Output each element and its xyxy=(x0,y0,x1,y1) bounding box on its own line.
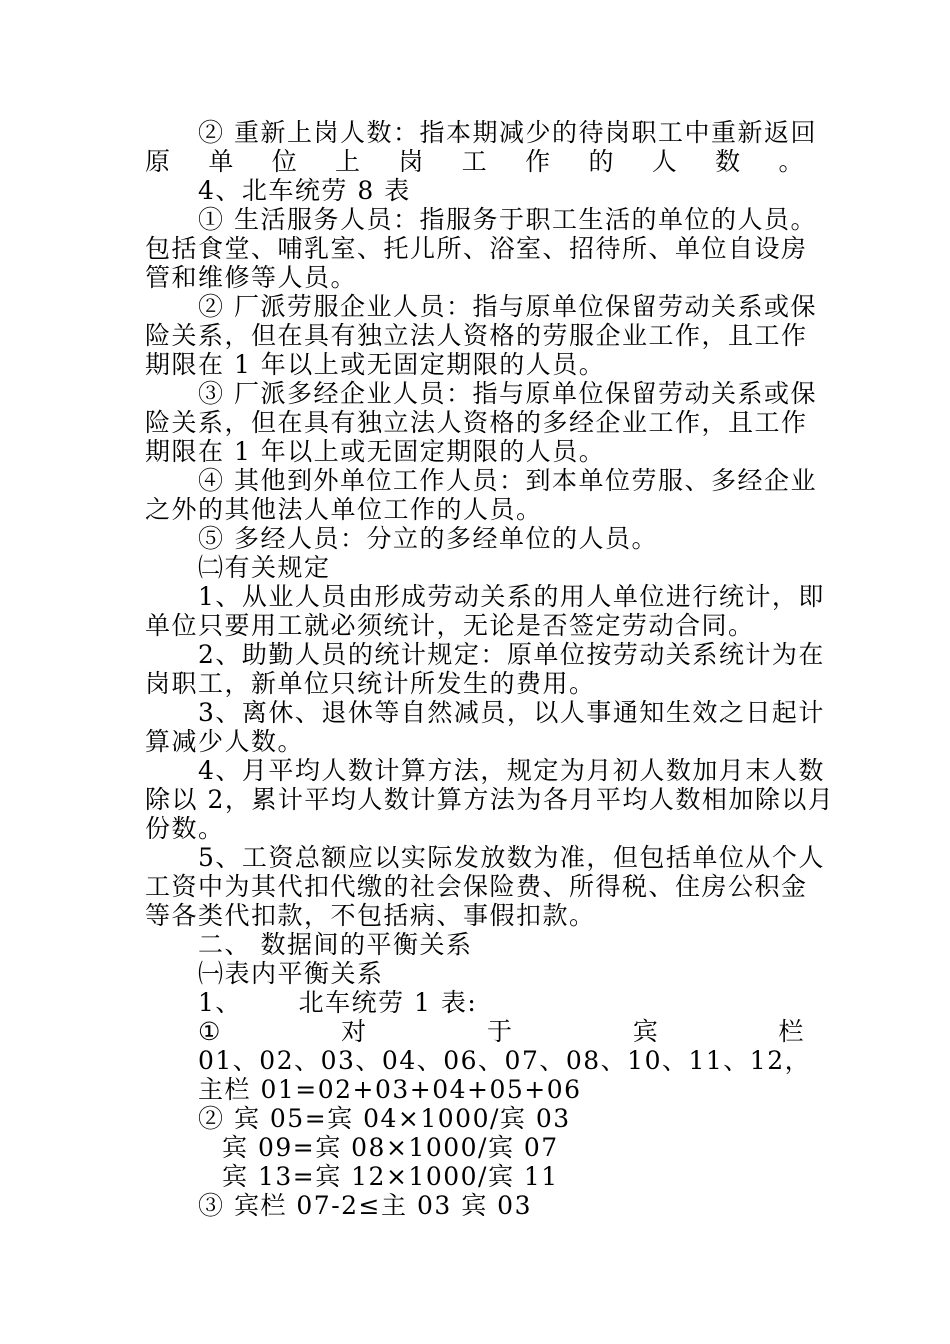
spread-word: 栏 xyxy=(778,1017,805,1046)
formula-line: 宾 13=宾 12×1000/宾 11 xyxy=(222,1162,559,1191)
text-line: 1、从业人员由形成劳动关系的用人单位进行统计，即 xyxy=(198,582,825,611)
spread-word: 宾 xyxy=(632,1017,660,1046)
text-line: 等各类代扣款，不包括病、事假扣款。 xyxy=(145,901,596,930)
text-line: 除以 2，累计平均人数计算方法为各月平均人数相加除以月 xyxy=(145,785,835,814)
text-line: 期限在 1 年以上或无固定期限的人员。 xyxy=(145,437,606,466)
text-line: 包括食堂、哺乳室、托儿所、浴室、招待所、单位自设房 xyxy=(145,234,808,263)
text-line: ⑤ 多经人员：分立的多经单位的人员。 xyxy=(198,524,658,553)
section-heading: 二、 数据间的平衡关系 xyxy=(198,930,473,959)
text-line: ③ 厂派多经企业人员：指与原单位保留劳动关系或保 xyxy=(198,379,817,408)
text-line: 4、北车统劳 8 表 xyxy=(198,176,411,205)
text-line: 工资中为其代扣代缴的社会保险费、所得税、住房公积金 xyxy=(145,872,808,901)
text-line: 险关系，但在具有独立法人资格的多经企业工作，且工作 xyxy=(145,408,808,437)
text-line: ② 重新上岗人数：指本期减少的待岗职工中重新返回 xyxy=(198,118,817,147)
spread-word: 于 xyxy=(486,1017,514,1046)
section-heading: ㈡有关规定 xyxy=(198,553,331,582)
text-line: 原单位上岗工作的人数。 xyxy=(145,147,805,176)
text-line: 1、 北车统劳 1 表: xyxy=(198,988,478,1017)
formula-line: 主栏 01=02+03+04+05+06 xyxy=(198,1075,582,1104)
spread-text-line xyxy=(198,1017,805,1046)
text-line: 管和维修等人员。 xyxy=(145,263,358,292)
text-line: 4、月平均人数计算方法，规定为月初人数加月末人数 xyxy=(198,756,825,785)
text-line: 险关系，但在具有独立法人资格的劳服企业工作，且工作 xyxy=(145,321,808,350)
text-line: ② 厂派劳服企业人员：指与原单位保留劳动关系或保 xyxy=(198,292,817,321)
text-line: ① 生活服务人员：指服务于职工生活的单位的人员。 xyxy=(198,205,817,234)
text-line: ④ 其他到外单位工作人员：到本单位劳服、多经企业 xyxy=(198,466,817,495)
text-line: 份数。 xyxy=(145,814,225,843)
text-line: 3、离休、退休等自然减员，以人事通知生效之日起计 xyxy=(198,698,825,727)
text-line: 岗职工，新单位只统计所发生的费用。 xyxy=(145,669,596,698)
text-line: 期限在 1 年以上或无固定期限的人员。 xyxy=(145,350,606,379)
formula-line: 宾 09=宾 08×1000/宾 07 xyxy=(222,1133,559,1162)
text-line: 5、工资总额应以实际发放数为准，但包括单位从个人 xyxy=(198,843,825,872)
spread-word: 对 xyxy=(341,1017,368,1046)
text-line: 算减少人数。 xyxy=(145,727,305,756)
text-line: 之外的其他法人单位工作的人员。 xyxy=(145,495,543,524)
formula-line: ② 宾 05=宾 04×1000/宾 03 xyxy=(198,1104,571,1133)
text-line: 2、助勤人员的统计规定：原单位按劳动关系统计为在 xyxy=(198,640,825,669)
spread-word: ① xyxy=(198,1017,222,1046)
text-line: 01、02、03、04、06、07、08、10、11、12， xyxy=(198,1046,812,1075)
formula-line: ③ 宾栏 07-2≤主 03 宾 03 xyxy=(198,1191,532,1220)
section-heading: ㈠表内平衡关系 xyxy=(198,959,384,988)
text-line: 单位只要用工就必须统计，无论是否签定劳动合同。 xyxy=(145,611,755,640)
